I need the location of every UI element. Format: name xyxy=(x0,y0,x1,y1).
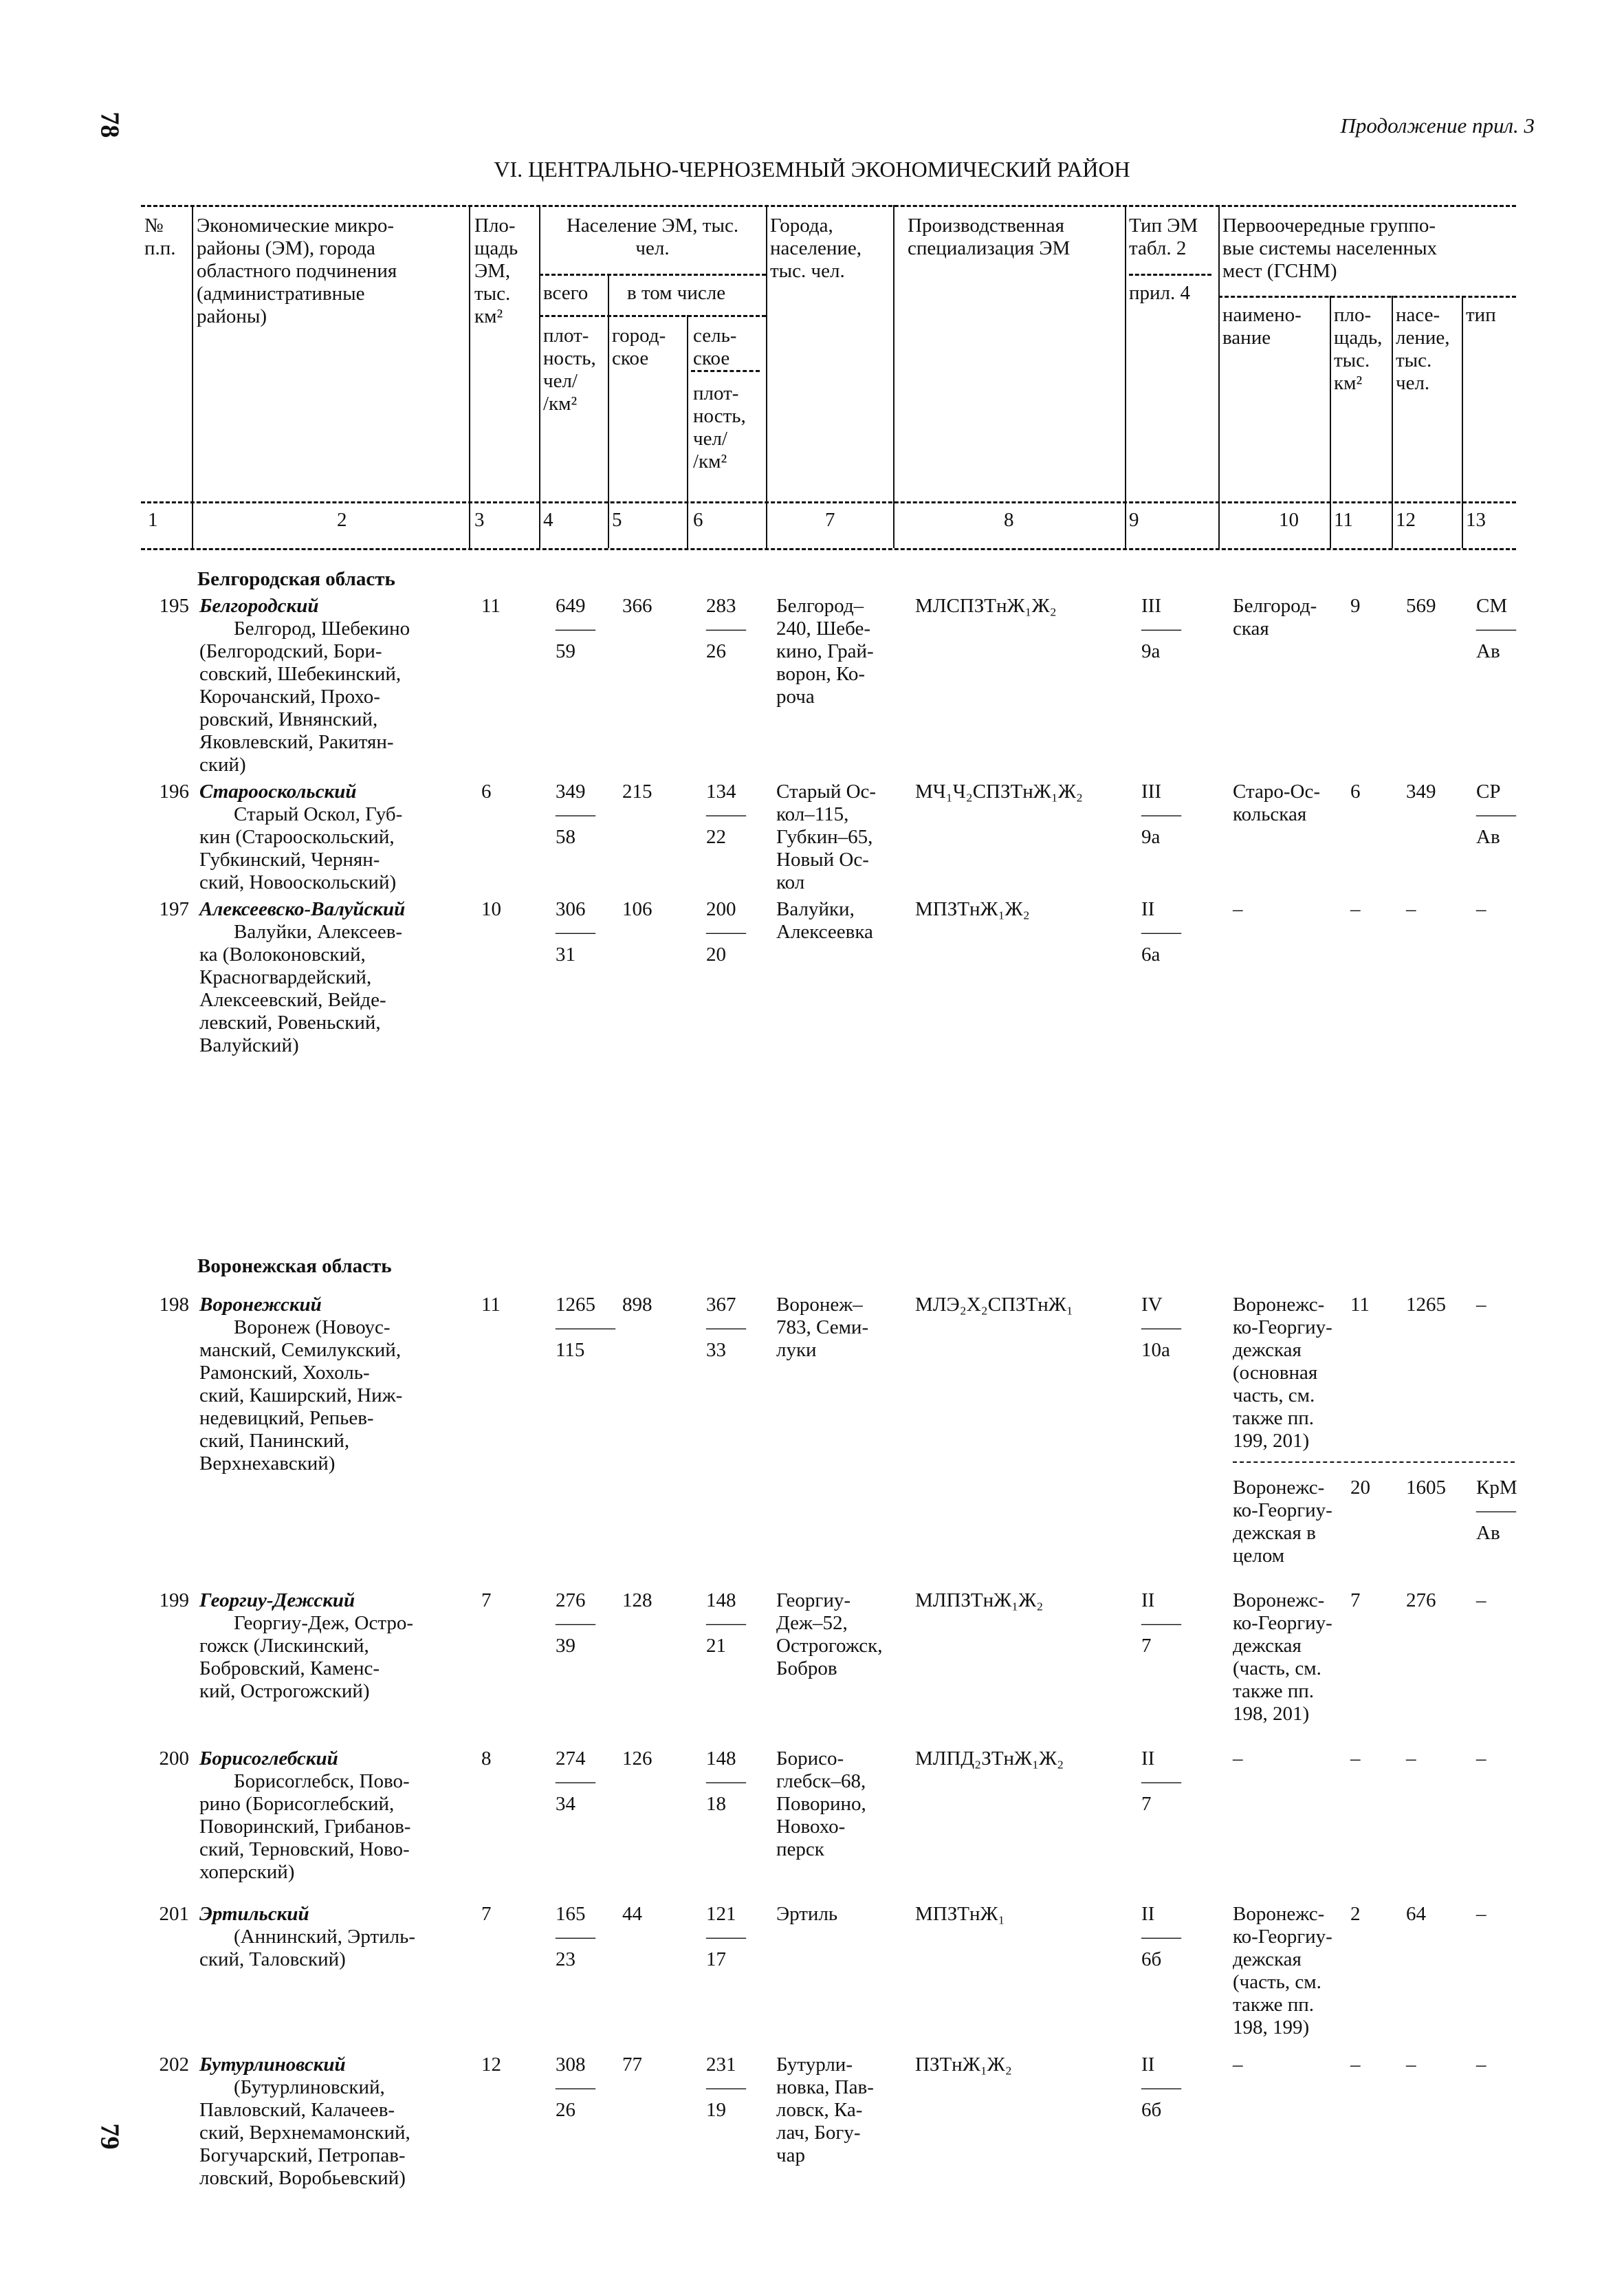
column-number: 6 xyxy=(693,509,703,531)
gsnm-population: 1605 xyxy=(1406,1477,1446,1499)
population-rural-value: 231 xyxy=(706,2054,736,2076)
gsnm-area: 2 xyxy=(1350,1903,1361,1925)
microregion-description: (Аннинский, Эртиль- ский, Таловский) xyxy=(199,1926,415,1970)
gsnm-type: СМ xyxy=(1476,595,1508,617)
col-divider xyxy=(608,274,609,548)
column-number: 8 xyxy=(1004,509,1014,531)
column-number: 11 xyxy=(1334,509,1353,531)
microregion-name: Белгородский xyxy=(199,595,319,617)
gsnm-population: 64 xyxy=(1406,1903,1426,1925)
population-rural-density: 22 xyxy=(706,826,726,848)
specialization: МЛПД₂ЗТнЖ₁Ж₂ xyxy=(915,1748,1064,1770)
microregion-description: Борисоглебск, Пово- рино (Борисоглебский, Поворинский, Грибанов- ский, Терновский, Ново- хоперский) xyxy=(199,1770,411,1883)
microregion-description: Валуйки, Алексеев- ка (Волоконовский, Красногвардейский, Алексеевский, Вейде- левский, Ровеньский, Валуйский) xyxy=(199,921,403,1056)
population-rural-divider: —— xyxy=(706,803,746,825)
gsnm-transport-type: Ав xyxy=(1476,826,1500,848)
population-total-divider: —— xyxy=(556,1926,595,1948)
header-cities: Города, население, тыс. чел. xyxy=(770,215,862,282)
area: 11 xyxy=(481,1294,501,1316)
gsnm-type: – xyxy=(1476,1903,1486,1925)
col-divider xyxy=(469,205,470,548)
population-rural-value: 148 xyxy=(706,1748,736,1770)
gsnm-type-divider: —— xyxy=(1476,618,1516,640)
header-type: Тип ЭМ табл. 2 xyxy=(1129,215,1198,259)
population-rural-value: 367 xyxy=(706,1294,736,1316)
em-type-density: 7 xyxy=(1141,1635,1152,1657)
population-rural-density: 26 xyxy=(706,640,726,662)
col-divider xyxy=(192,205,193,548)
col-divider xyxy=(687,315,688,548)
gsnm-name: – xyxy=(1233,1748,1243,1770)
col-divider xyxy=(1125,205,1126,548)
population-total-value: 276 xyxy=(556,1589,586,1611)
em-type-divider: —— xyxy=(1141,1926,1181,1948)
population-total-divider: —— xyxy=(556,921,595,943)
specialization: МПЗТнЖ₁Ж₂ xyxy=(915,898,1030,920)
column-number: 1 xyxy=(148,509,158,531)
em-type-value: III xyxy=(1141,595,1161,617)
microregion-description: Белгород, Шебекино (Белгородский, Бори- совский, Шебекинский, Корочанский, Прохо- ровский, Ивнянский, Яковлевский, Ракитян- ский) xyxy=(199,618,410,776)
header-microregion: Экономические микро- районы (ЭМ), города областного подчинения (административные районы) xyxy=(197,215,397,327)
gsnm-area: 11 xyxy=(1350,1294,1370,1316)
gsnm-transport-type: Ав xyxy=(1476,1522,1500,1544)
cities: Белгород– 240, Шебе- кино, Грай- ворон, Ко- роча xyxy=(776,595,874,708)
row-number: 197 xyxy=(159,898,189,920)
gsnm-type: – xyxy=(1476,1748,1486,1770)
specialization: МЧ₁Ч₂СПЗТнЖ₁Ж₂ xyxy=(915,781,1083,803)
gsnm-transport-type: Ав xyxy=(1476,640,1500,662)
population-rural-density: 21 xyxy=(706,1635,726,1657)
gsnm-type-divider: —— xyxy=(1476,803,1516,825)
population-total-value: 649 xyxy=(556,595,586,617)
gsnm-area: – xyxy=(1350,898,1361,920)
header-rule xyxy=(1218,296,1516,298)
population-rural-value: 134 xyxy=(706,781,736,803)
population-rural-density: 20 xyxy=(706,944,726,966)
area: 6 xyxy=(481,781,492,803)
region-title: Воронежская область xyxy=(197,1255,392,1277)
em-type-divider: —— xyxy=(1141,1770,1181,1792)
header-top-rule xyxy=(141,205,1516,207)
em-type-density: 6б xyxy=(1141,1948,1162,1970)
gsnm-name: Старо-Ос- кольская xyxy=(1233,781,1320,825)
population-total-value: 1265 xyxy=(556,1294,595,1316)
continuation-note: Продолжение прил. 3 xyxy=(1340,113,1535,138)
gsnm-type: – xyxy=(1476,2054,1486,2076)
em-type-divider: —— xyxy=(1141,2076,1181,2098)
em-type-divider: —— xyxy=(1141,618,1181,640)
row-number: 202 xyxy=(159,2054,189,2076)
header-urban: город- ское xyxy=(612,325,666,369)
population-total-density: 34 xyxy=(556,1793,575,1815)
population-total-density: 23 xyxy=(556,1948,575,1970)
area: 11 xyxy=(481,595,501,617)
microregion-description: (Бутурлиновский, Павловский, Калачеев- ский, Верхнемамонский, Богучарский, Петропав- ловский, Воробьевский) xyxy=(199,2076,410,2189)
header-bottom-rule xyxy=(141,501,1516,503)
area: 12 xyxy=(481,2054,501,2076)
column-number: 13 xyxy=(1466,509,1486,531)
population-rural-value: 121 xyxy=(706,1903,736,1925)
header-rule xyxy=(539,315,766,317)
population-urban: 898 xyxy=(622,1294,652,1316)
population-total-value: 306 xyxy=(556,898,586,920)
microregion-name: Воронежский xyxy=(199,1294,322,1316)
specialization: МЛЭ₂Х₂СПЗТнЖ₁ xyxy=(915,1294,1073,1316)
population-total-divider: —— xyxy=(556,1612,595,1634)
population-total-divider: ——— xyxy=(556,1316,615,1338)
em-type-value: II xyxy=(1141,1589,1155,1611)
column-number: 4 xyxy=(543,509,553,531)
population-rural-divider: —— xyxy=(706,1612,746,1634)
gsnm-name: Белгород- ская xyxy=(1233,595,1317,640)
column-number: 10 xyxy=(1279,509,1299,531)
population-rural-divider: —— xyxy=(706,921,746,943)
population-rural-divider: —— xyxy=(706,1926,746,1948)
header-rule xyxy=(691,370,760,372)
gsnm-population: 349 xyxy=(1406,781,1436,803)
header-gsnm-type: тип xyxy=(1466,304,1496,326)
microregion-name: Георгиу-Дежский xyxy=(199,1589,355,1611)
microregion-description: Воронеж (Новоус- манский, Семилукский, Рамонский, Хохоль- ский, Каширский, Ниж- недевицкий, Репьев- ский, Панинский, Верхнехавский) xyxy=(199,1316,403,1474)
gsnm-type: КрМ xyxy=(1476,1477,1517,1499)
em-type-density: 9а xyxy=(1141,826,1161,848)
gsnm-area: 6 xyxy=(1350,781,1361,803)
gsnm-divider xyxy=(1233,1461,1515,1463)
population-total-divider: —— xyxy=(556,803,595,825)
em-type-divider: —— xyxy=(1141,803,1181,825)
population-urban: 128 xyxy=(622,1589,652,1611)
population-rural-value: 200 xyxy=(706,898,736,920)
microregion-description: Старый Оскол, Губ- кин (Старооскольский, Губкинский, Чернян- ский, Новооскольский) xyxy=(199,803,403,893)
gsnm-type-divider: —— xyxy=(1476,1499,1516,1521)
population-total-density: 59 xyxy=(556,640,575,662)
row-number: 199 xyxy=(159,1589,189,1611)
col-divider xyxy=(1330,296,1331,548)
population-total-density: 31 xyxy=(556,944,575,966)
gsnm-type: – xyxy=(1476,1294,1486,1316)
row-number: 201 xyxy=(159,1903,189,1925)
microregion-name: Старооскольский xyxy=(199,781,357,803)
gsnm-type: – xyxy=(1476,1589,1486,1611)
header-rural-density: плот- ность, чел/ /км² xyxy=(693,382,746,472)
cities: Валуйки, Алексеевка xyxy=(776,898,873,943)
gsnm-population: – xyxy=(1406,2054,1416,2076)
population-total-value: 274 xyxy=(556,1748,586,1770)
em-type-value: II xyxy=(1141,898,1155,920)
gsnm-area: – xyxy=(1350,1748,1361,1770)
population-total-divider: —— xyxy=(556,2076,595,2098)
population-total-divider: —— xyxy=(556,618,595,640)
population-rural-value: 148 xyxy=(706,1589,736,1611)
specialization: ПЗТнЖ₁Ж₂ xyxy=(915,2054,1012,2076)
column-number: 3 xyxy=(474,509,485,531)
area: 8 xyxy=(481,1748,492,1770)
section-title: VI. ЦЕНТРАЛЬНО-ЧЕРНОЗЕМНЫЙ ЭКОНОМИЧЕСКИЙ РАЙОН xyxy=(494,157,1130,182)
em-type-value: II xyxy=(1141,2054,1155,2076)
row-number: 196 xyxy=(159,781,189,803)
cities: Георгиу- Деж–52, Острогожск, Бобров xyxy=(776,1589,883,1679)
population-rural-density: 17 xyxy=(706,1948,726,1970)
col-divider xyxy=(766,205,767,548)
area: 7 xyxy=(481,1903,492,1925)
cities: Эртиль xyxy=(776,1903,838,1925)
cities: Старый Ос- кол–115, Губкин–65, Новый Ос- кол xyxy=(776,781,877,893)
column-number: 2 xyxy=(337,509,347,531)
microregion-description: Георгиу-Деж, Остро- гожск (Лискинский, Бобровский, Каменс- кий, Острогожский) xyxy=(199,1612,414,1702)
column-number: 5 xyxy=(612,509,622,531)
em-type-divider: —— xyxy=(1141,921,1181,943)
em-type-density: 9а xyxy=(1141,640,1161,662)
gsnm-population: – xyxy=(1406,1748,1416,1770)
population-rural-divider: —— xyxy=(706,2076,746,2098)
row-number: 195 xyxy=(159,595,189,617)
gsnm-name: – xyxy=(1233,898,1243,920)
population-rural-value: 283 xyxy=(706,595,736,617)
gsnm-population: 1265 xyxy=(1406,1294,1446,1316)
col-divider xyxy=(1392,296,1393,548)
gsnm-area: – xyxy=(1350,2054,1361,2076)
header-rule xyxy=(1129,274,1211,276)
population-urban: 215 xyxy=(622,781,652,803)
cities: Воронеж– 783, Семи- луки xyxy=(776,1294,869,1361)
population-total-density: 39 xyxy=(556,1635,575,1657)
population-urban: 106 xyxy=(622,898,652,920)
header-gsnm-name: наимено- вание xyxy=(1222,304,1302,349)
population-total-value: 308 xyxy=(556,2054,586,2076)
gsnm-area: 9 xyxy=(1350,595,1361,617)
population-rural-density: 18 xyxy=(706,1793,726,1815)
gsnm-name: – xyxy=(1233,2054,1243,2076)
em-type-density: 10а xyxy=(1141,1339,1170,1361)
microregion-name: Бутурлиновский xyxy=(199,2054,346,2076)
column-number: 9 xyxy=(1129,509,1139,531)
header-population: Население ЭМ, тыс. чел. xyxy=(566,215,739,259)
population-total-density: 26 xyxy=(556,2099,575,2121)
gsnm-area: 7 xyxy=(1350,1589,1361,1611)
population-rural-density: 19 xyxy=(706,2099,726,2121)
population-urban: 44 xyxy=(622,1903,642,1925)
gsnm-population: – xyxy=(1406,898,1416,920)
population-urban: 77 xyxy=(622,2054,642,2076)
population-total-value: 165 xyxy=(556,1903,586,1925)
header-rural: сель- ское xyxy=(693,325,737,369)
microregion-name: Алексеевско-Валуйский xyxy=(199,898,406,920)
gsnm-population: 276 xyxy=(1406,1589,1436,1611)
area: 10 xyxy=(481,898,501,920)
cities: Бутурли- новка, Пав- ловск, Ка- лач, Богу- чар xyxy=(776,2054,874,2166)
col-divider xyxy=(1462,296,1463,548)
population-total-divider: —— xyxy=(556,1770,595,1792)
gsnm-type: – xyxy=(1476,898,1486,920)
header-specialization: Производственная специализация ЭМ xyxy=(908,215,1071,259)
specialization: МПЗТнЖ₁ xyxy=(915,1903,1005,1925)
header-density: плот- ность, чел/ /км² xyxy=(543,325,596,415)
em-type-value: IV xyxy=(1141,1294,1163,1316)
microregion-name: Борисоглебский xyxy=(199,1748,338,1770)
col-divider xyxy=(1218,205,1220,548)
gsnm-name: Воронежс- ко-Георгиу- дежская в целом xyxy=(1233,1477,1332,1567)
page-number-left: 78 xyxy=(95,111,124,138)
population-urban: 126 xyxy=(622,1748,652,1770)
header-gsnm: Первоочередные группо- вые системы населенных мест (ГСНМ) xyxy=(1222,215,1438,282)
population-rural-divider: —— xyxy=(706,1316,746,1338)
row-number: 198 xyxy=(159,1294,189,1316)
specialization: МЛПЗТнЖ₁Ж₂ xyxy=(915,1589,1044,1611)
gsnm-name: Воронежс- ко-Георгиу- дежская (часть, см. также пп. 198, 199) xyxy=(1233,1903,1332,2038)
gsnm-type: СР xyxy=(1476,781,1501,803)
em-type-density: 6б xyxy=(1141,2099,1162,2121)
page-number-right: 79 xyxy=(95,2123,124,2150)
gsnm-name: Воронежс- ко-Георгиу- дежская (часть, см. также пп. 198, 201) xyxy=(1233,1589,1332,1725)
header-type-appendix: прил. 4 xyxy=(1129,282,1191,304)
population-total-value: 349 xyxy=(556,781,586,803)
header-no: № п.п. xyxy=(144,215,176,259)
em-type-value: II xyxy=(1141,1748,1155,1770)
column-number: 7 xyxy=(825,509,835,531)
header-rule xyxy=(539,274,766,276)
population-total-density: 115 xyxy=(556,1339,585,1361)
gsnm-name: Воронежс- ко-Георгиу- дежская (основная часть, см. также пп. 199, 201) xyxy=(1233,1294,1332,1452)
population-rural-divider: —— xyxy=(706,1770,746,1792)
gsnm-area: 20 xyxy=(1350,1477,1370,1499)
em-type-density: 7 xyxy=(1141,1793,1152,1815)
em-type-divider: —— xyxy=(1141,1316,1181,1338)
region-title: Белгородская область xyxy=(197,568,395,590)
row-number: 200 xyxy=(159,1748,189,1770)
population-rural-divider: —— xyxy=(706,618,746,640)
gsnm-population: 569 xyxy=(1406,595,1436,617)
header-gsnm-population: насе- ление, тыс. чел. xyxy=(1396,304,1450,394)
em-type-value: III xyxy=(1141,781,1161,803)
em-type-value: II xyxy=(1141,1903,1155,1925)
column-number: 12 xyxy=(1396,509,1416,531)
em-type-density: 6а xyxy=(1141,944,1161,966)
population-rural-density: 33 xyxy=(706,1339,726,1361)
col-divider xyxy=(893,205,895,548)
header-including: в том числе xyxy=(627,282,726,304)
header-gsnm-area: пло- щадь, тыс. км² xyxy=(1334,304,1383,394)
area: 7 xyxy=(481,1589,492,1611)
em-type-divider: —— xyxy=(1141,1612,1181,1634)
population-total-density: 58 xyxy=(556,826,575,848)
header-total: всего xyxy=(543,282,589,304)
header-area: Пло- щадь ЭМ, тыс. км² xyxy=(474,215,518,327)
numbers-bottom-rule xyxy=(141,548,1516,550)
cities: Борисо- глебск–68, Поворино, Новохо- перск xyxy=(776,1748,866,1860)
microregion-name: Эртильский xyxy=(199,1903,309,1925)
specialization: МЛСПЗТнЖ₁Ж₂ xyxy=(915,595,1057,617)
population-urban: 366 xyxy=(622,595,652,617)
